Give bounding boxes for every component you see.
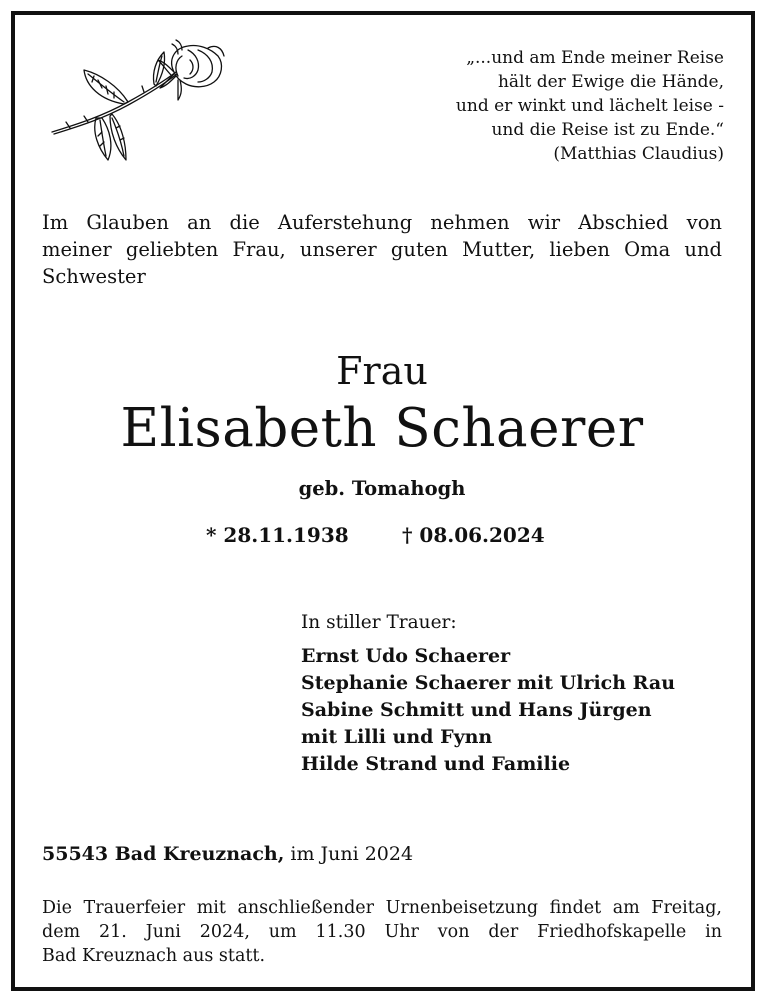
quote-line: „...und am Ende meiner Reise <box>466 48 724 68</box>
place-and-date <box>42 840 413 868</box>
intro-line: Schwester <box>42 265 146 288</box>
quote <box>456 46 724 166</box>
quote-line: hält der Ewige die Hände, <box>497 72 724 92</box>
intro-line: meiner geliebten Frau, unserer guten Mutter, lieben Oma und <box>42 238 722 261</box>
life-dates <box>0 520 764 550</box>
mourner-name: Hilde Strand und Familie <box>301 753 571 775</box>
death-date: † 08.06.2024 <box>402 523 545 547</box>
ceremony-line: Bad Kreuznach aus statt. <box>42 946 266 966</box>
mourner-name: Sabine Schmitt und Hans Jürgen <box>301 699 652 721</box>
maiden-name: geb. Tomahogh <box>298 477 466 500</box>
place-date: im Juni 2024 <box>290 843 414 865</box>
birth-date: * 28.11.1938 <box>206 523 349 547</box>
ceremony-line: Die Trauerfeier mit anschließender Urnenbeisetzung findet am Freitag, <box>42 898 722 918</box>
ceremony-notice <box>42 896 722 968</box>
quote-author: (Matthias Claudius) <box>553 144 724 164</box>
mourner-name: Stephanie Schaerer mit Ulrich Rau <box>301 672 676 694</box>
mourner-name: mit Lilli und Fynn <box>301 726 493 748</box>
mourner-name: Ernst Udo Schaerer <box>301 645 511 667</box>
deceased-name: Elisabeth Schaerer <box>120 398 644 459</box>
place-city: 55543 Bad Kreuznach, <box>42 843 285 865</box>
quote-line: und er winkt und lächelt leise - <box>455 96 724 116</box>
quote-line: und die Reise ist zu Ende.“ <box>491 120 724 140</box>
mourners-block <box>301 610 675 778</box>
intro-paragraph <box>42 209 722 290</box>
rose-icon <box>48 36 230 176</box>
mourners-label: In stiller Trauer: <box>301 612 457 633</box>
intro-line: Im Glauben an die Auferstehung nehmen wir Abschied von <box>42 211 722 234</box>
ceremony-line: dem 21. Juni 2024, um 11.30 Uhr von der Friedhofskapelle in <box>42 922 722 942</box>
salutation: Frau <box>336 349 428 393</box>
mourners-list <box>301 643 675 778</box>
